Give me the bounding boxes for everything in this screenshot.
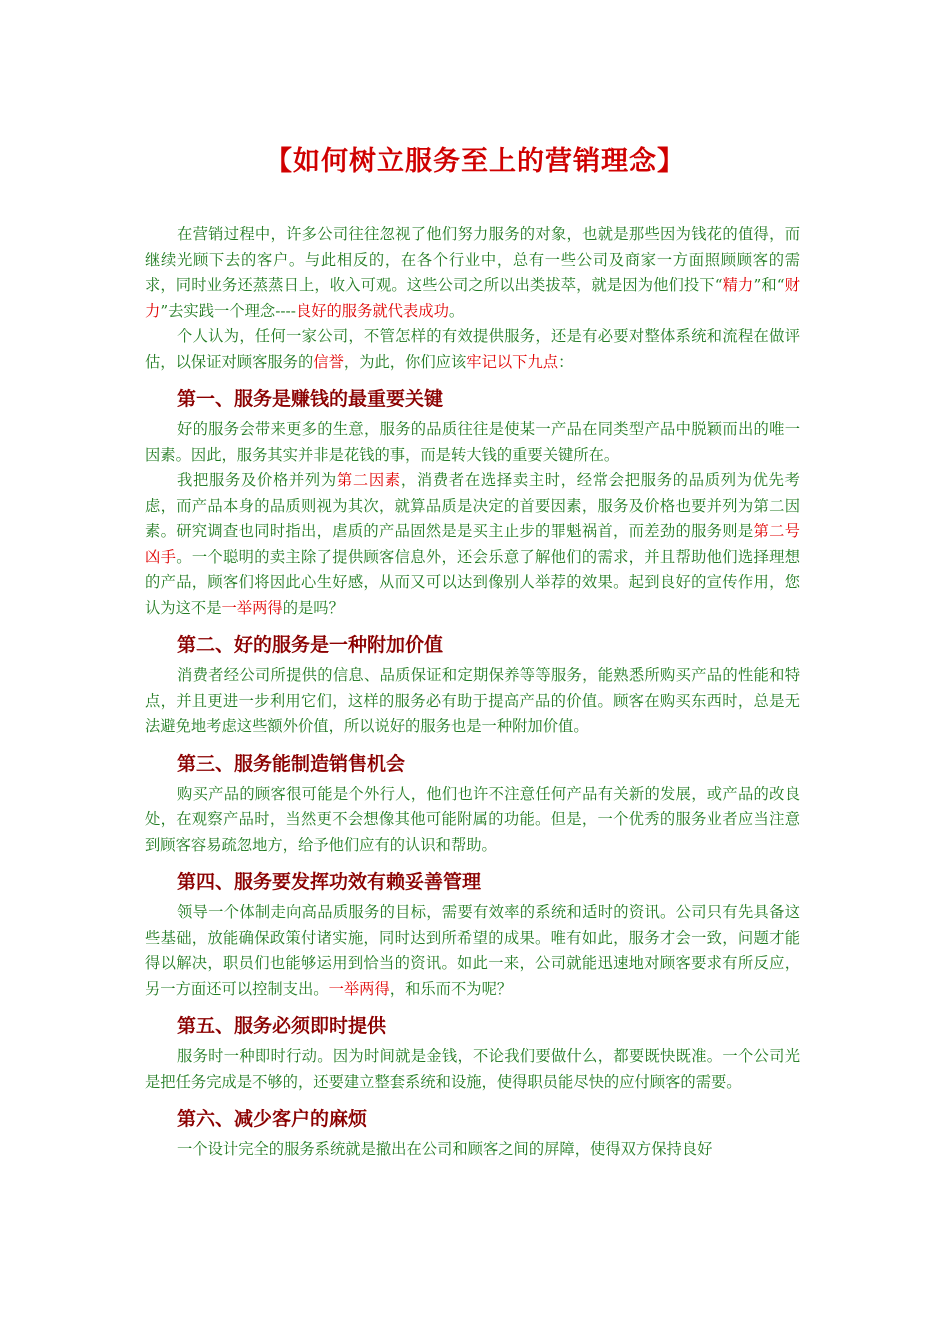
section-4-paragraph: 领导一个体制走向高品质服务的目标，需要有效率的系统和适时的资讯。公司只有先具备这些基础，放能确保政策付诸实施，同时达到所希望的成果。唯有如此，服务才会一致，问题才能得以解决，职员们也能够运用到恰当的资讯。如此一来，公司就能迅速地对顾客要求有所反应，另一方面还可以控制支出。一举两得，和乐而不为呢？ (145, 903, 800, 998)
highlight-text: 精力 (722, 276, 754, 294)
highlight-text: 一举两得 (328, 979, 390, 998)
document-body (145, 222, 800, 1163)
section-5-paragraph: 服务时一种即时行动。因为时间就是金钱，不论我们要做什么，都要既快既准。一个公司光是把任务完成是不够的，还要建立整套系统和设施，使得职员能尽快的应付顾客的需要。 (145, 1047, 800, 1091)
intro-paragraph-2: 个人认为，任何一家公司，不管怎样的有效提供服务，还是有必要对整体系统和流程在做评估，以保证对顾客服务的信誉，为此，你们应该牢记以下九点： (145, 327, 800, 371)
highlight-text: 良好的服务就代表成功 (295, 301, 449, 320)
section-heading-2: 第二、好的服务是一种附加价值 (177, 634, 444, 656)
highlight-text: 一举两得 (221, 598, 283, 617)
highlight-text: 信誉 (313, 352, 344, 371)
highlight-text: 第二号凶手 (145, 522, 800, 566)
section-3-paragraph: 购买产品的顾客很可能是个外行人，他们也许不注意任何产品有关新的发展，或产品的改良处，在观察产品时，当然更不会想像其他可能附属的功能。但是，一个优秀的服务业者应当注意到顾客容易疏忽地方，给予他们应有的认识和帮助。 (145, 784, 800, 854)
section-heading-3: 第三、服务能制造销售机会 (177, 752, 406, 775)
highlight-text: 第二因素 (336, 471, 401, 489)
section-heading-1: 第一、服务是赚钱的最重要关键 (177, 388, 444, 410)
highlight-text: 牢记以下九点 (466, 352, 559, 371)
highlight-text: 财力 (145, 276, 800, 320)
section-heading-5: 第五、服务必须即时提供 (177, 1015, 387, 1037)
section-1-paragraph-2: 我把服务及价格并列为第二因素，消费者在选择卖主时，经常会把服务的品质列为优先考虑，而产品本身的品质则视为其次，就算品质是决定的首要因素，服务及价格也要并列为第二因素。研究调查也同时指出，虐质的产品固然是是买主止步的罪魁祸首，而差劲的服务则是第二号凶手。一个聪明的卖主除了提供顾客信息外，还会乐意了解他们的需求，并且帮助他们选择理想的产品，顾客们将因此心生好感，从而又可以达到像别人举荐的效果。起到良好的宣传作用，您认为这不是一举两得的是吗？ (145, 471, 800, 617)
section-6-paragraph: 一个设计完全的服务系统就是撤出在公司和顾客之间的屏障，使得双方保持良好 (177, 1140, 713, 1158)
section-1-paragraph-1: 好的服务会带来更多的生意，服务的品质往往是使某一产品在同类型产品中脱颖而出的唯一因素。因此，服务其实并非是花钱的事，而是转大钱的重要关键所在。 (145, 420, 800, 464)
intro-paragraph-1: 在营销过程中，许多公司往往忽视了他们努力服务的对象，也就是那些因为钱花的值得，而继续光顾下去的客户。与此相反的，在各个行业中，总有一些公司及商家一方面照顾顾客的需求，同时业务还蒸蒸日上，收入可观。这些公司之所以出类拔萃，就是因为他们投下“精力”和“财力”去实践一个理念----良好的服务就代表成功。 (145, 225, 800, 320)
section-2-paragraph: 消费者经公司所提供的信息、品质保证和定期保养等等服务，能熟悉所购买产品的性能和特点，并且更进一步利用它们，这样的服务必有助于提高产品的价值。顾客在购买东西时，总是无法避免地考虑这些额外价值，所以说好的服务也是一种附加价值。 (145, 666, 800, 735)
document-title: 【如何树立服务至上的营销理念】 (265, 146, 685, 177)
section-heading-4: 第四、服务要发挥功效有赖妥善管理 (177, 871, 482, 893)
section-heading-6: 第六、减少客户的麻烦 (177, 1108, 368, 1130)
